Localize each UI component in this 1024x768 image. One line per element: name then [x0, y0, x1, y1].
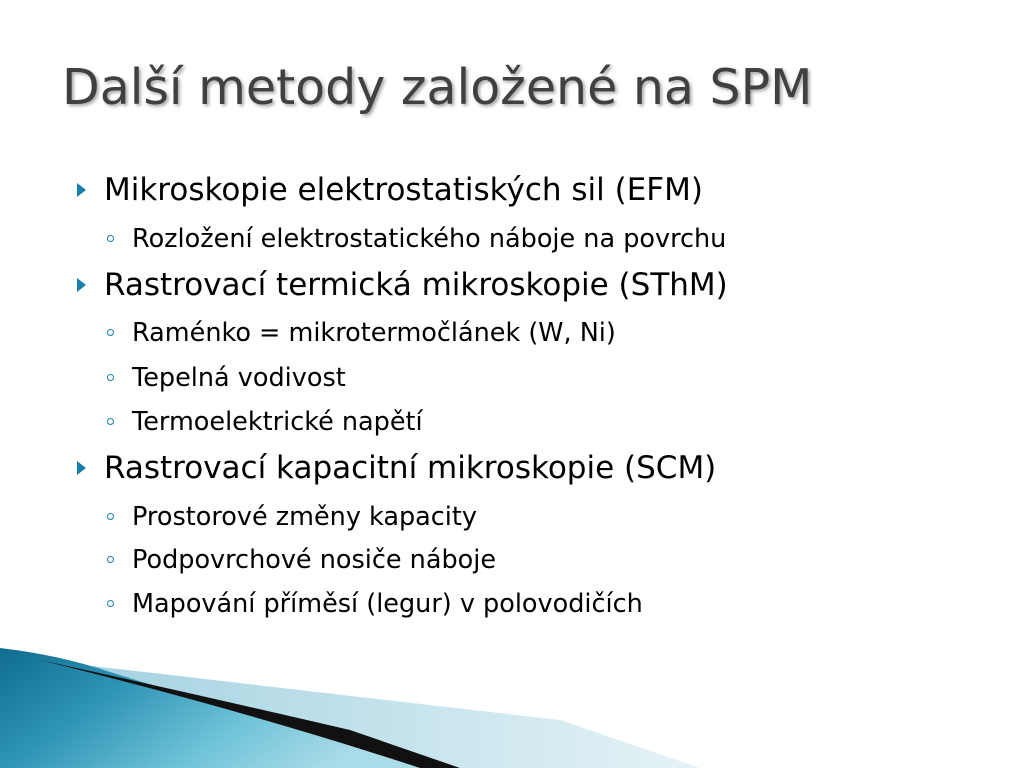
- circle-bullet-icon: [107, 374, 114, 381]
- sub-bullet-item: [132, 543, 496, 577]
- pale-swoosh: [40, 660, 700, 768]
- sub-bullet-item: [132, 405, 423, 439]
- bullet-text: Mikroskopie elektrostatiských sil (EFM): [104, 172, 703, 208]
- circle-bullet-icon: [107, 329, 114, 336]
- sub-bullet-item: [132, 361, 346, 395]
- triangle-bullet-icon: [77, 278, 86, 292]
- sub-bullet-text: Raménko = mikrotermočlánek (W, Ni): [132, 318, 616, 348]
- teal-swoosh: [0, 648, 430, 768]
- circle-bullet-icon: [107, 600, 114, 607]
- sub-bullet-text: Tepelná vodivost: [132, 363, 346, 393]
- bullet-item-sthm: [104, 265, 728, 305]
- sub-bullet-text: Prostorové změny kapacity: [132, 502, 477, 532]
- sub-bullet-text: Rozložení elektrostatického náboje na povrchu: [132, 224, 727, 254]
- sub-bullet-text: Podpovrchové nosiče náboje: [132, 545, 497, 575]
- sub-bullet-text: Mapování příměsí (legur) v polovodičích: [132, 589, 643, 619]
- sub-bullet-item: [132, 316, 616, 350]
- triangle-bullet-icon: [77, 461, 86, 475]
- bullet-text: Rastrovací termická mikroskopie (SThM): [104, 267, 728, 303]
- slide-title: Další metody založené na SPM: [62, 59, 813, 116]
- sub-bullet-text: Termoelektrické napětí: [132, 407, 423, 437]
- triangle-bullet-icon: [77, 183, 86, 197]
- black-swoosh: [40, 660, 460, 768]
- circle-bullet-icon: [107, 418, 114, 425]
- circle-bullet-icon: [107, 235, 114, 242]
- bullet-item-scm: [104, 448, 716, 488]
- circle-bullet-icon: [107, 556, 114, 563]
- sub-bullet-item: [132, 587, 643, 621]
- bullet-item-efm: [104, 170, 703, 210]
- sub-bullet-item: [132, 500, 477, 534]
- bullet-text: Rastrovací kapacitní mikroskopie (SCM): [104, 450, 717, 486]
- circle-bullet-icon: [107, 513, 114, 520]
- sub-bullet-item: [132, 222, 726, 256]
